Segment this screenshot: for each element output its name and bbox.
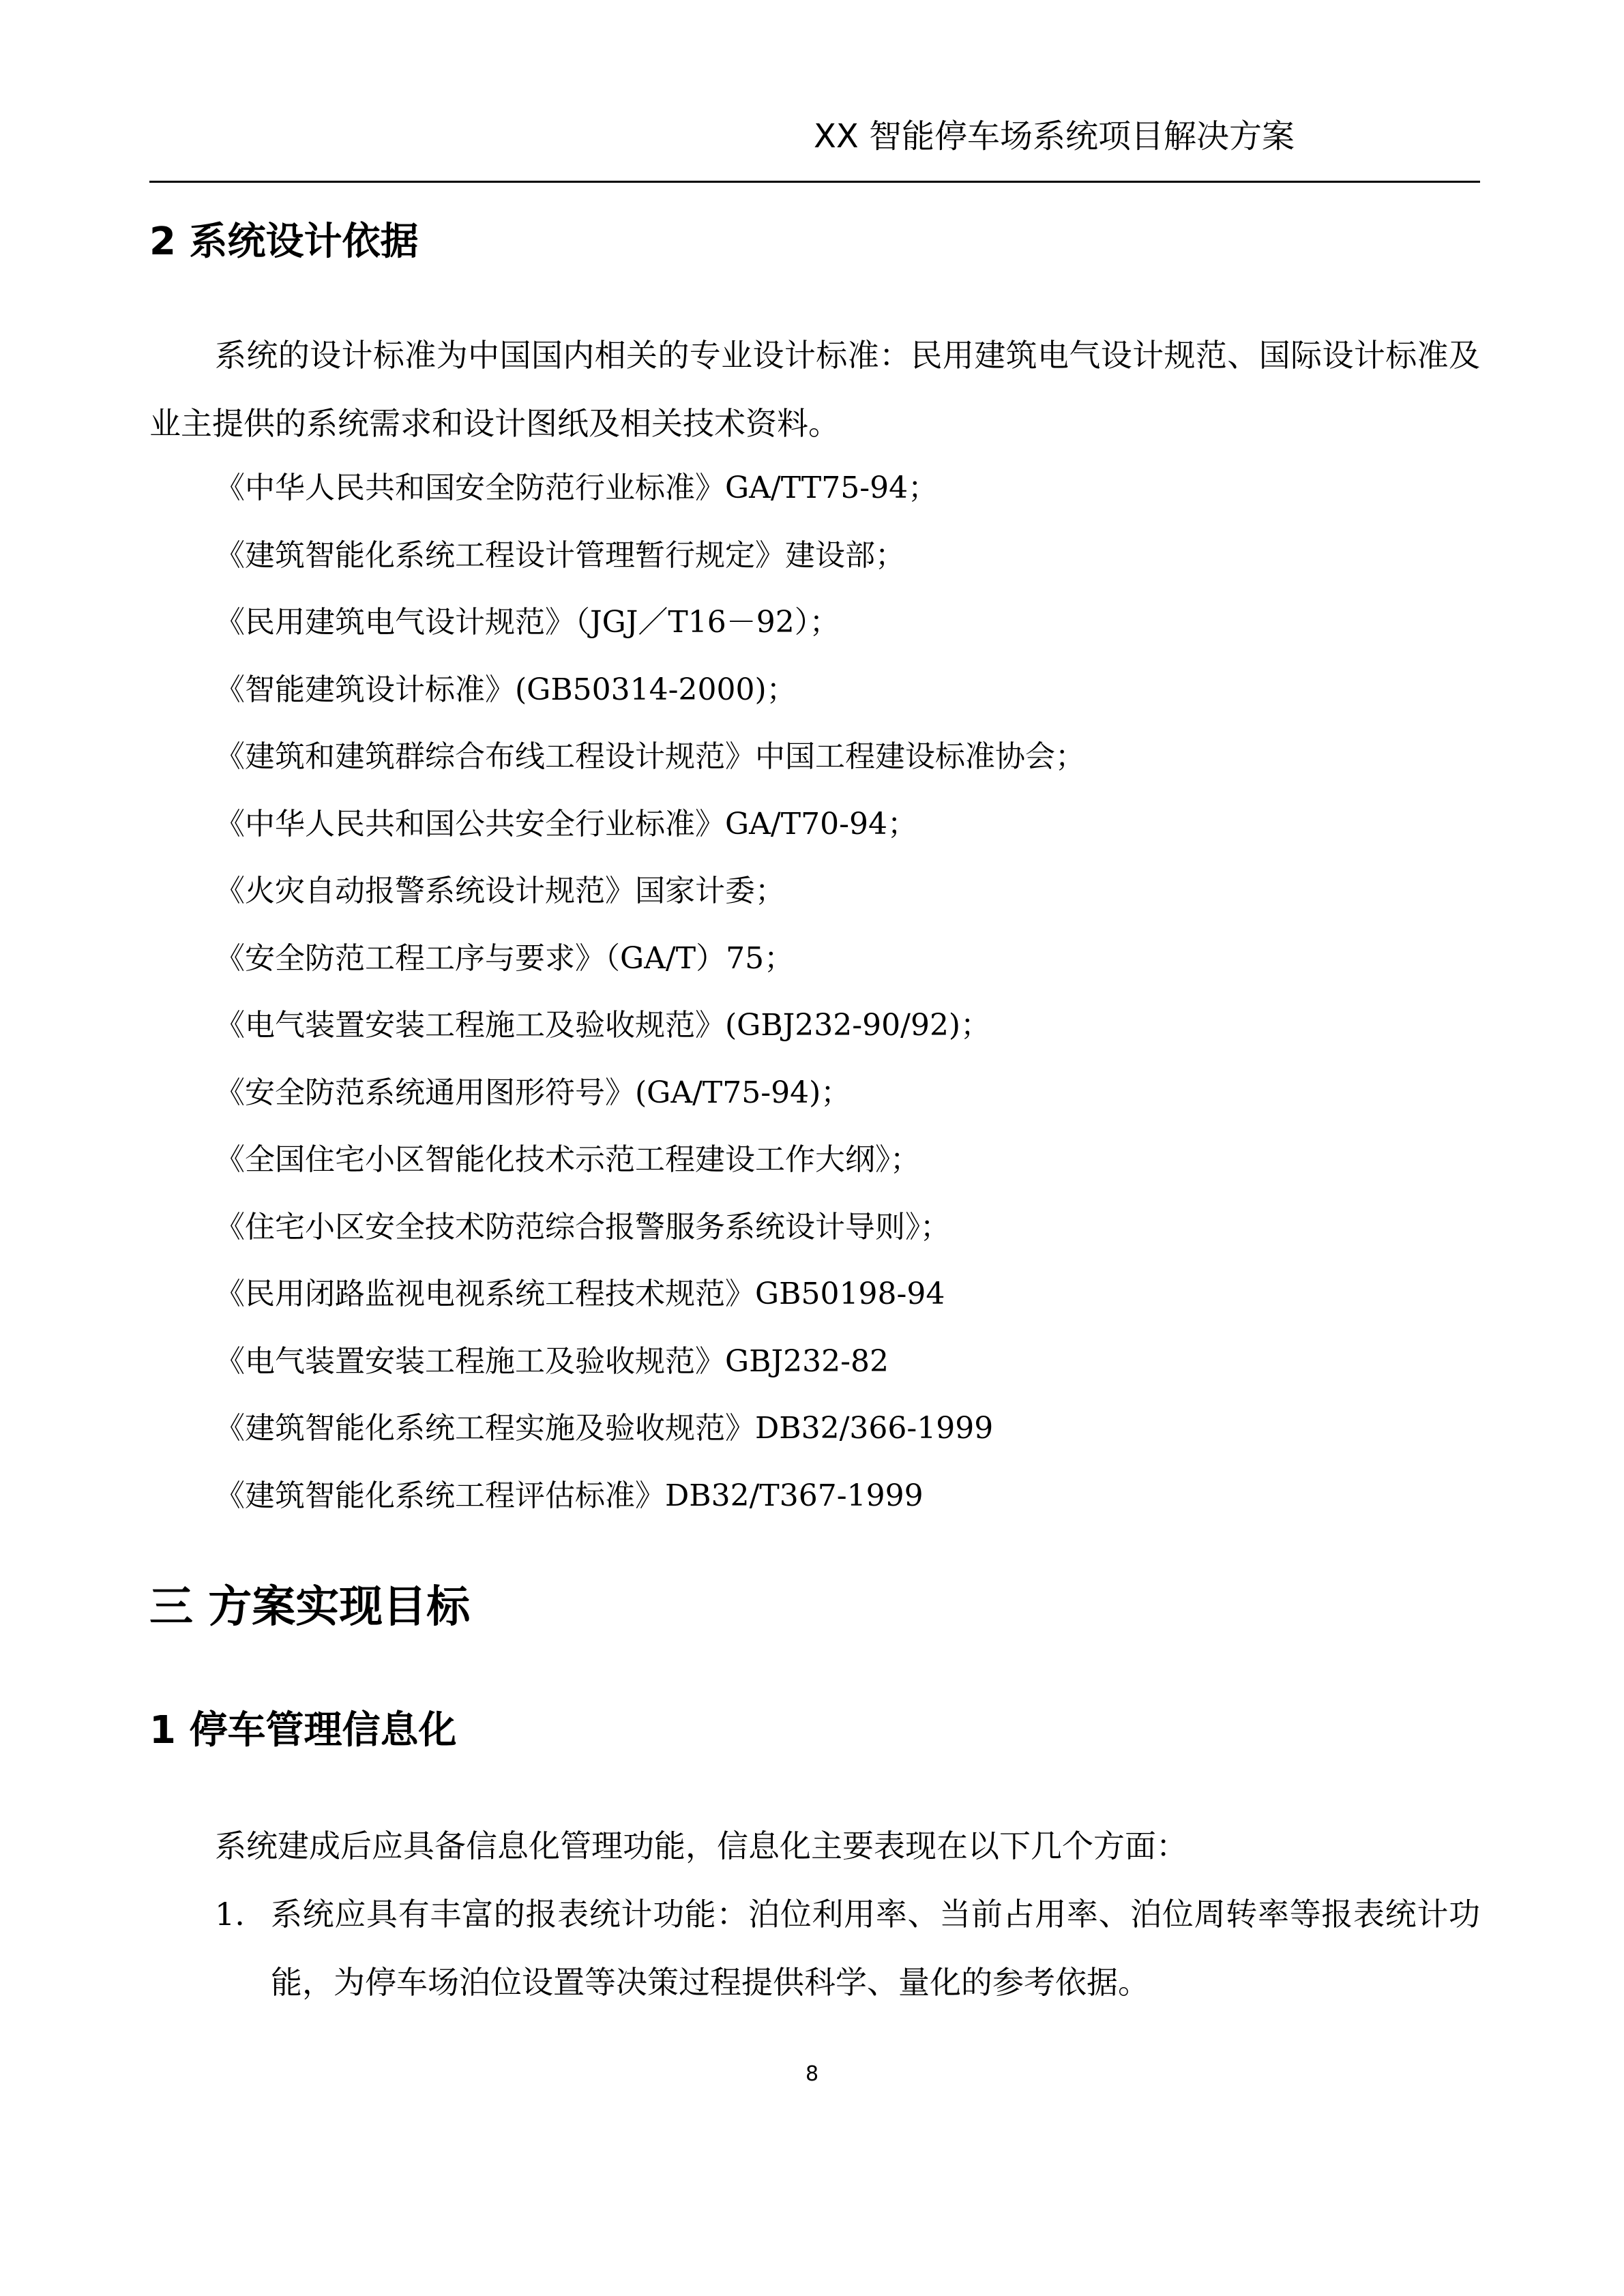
reference-item: 《电气装置安装工程施工及验收规范》GBJ232-82 (215, 1343, 889, 1379)
reference-item: 《民用闭路监视电视系统工程技术规范》GB50198-94 (215, 1277, 945, 1311)
reference-item: 《火灾自动报警系统设计规范》国家计委； (215, 874, 785, 908)
reference-item: 《中华人民共和国公共安全行业标准》GA/T70-94； (215, 806, 917, 841)
reference-item: 《安全防范工程工序与要求》（GA/T）75； (215, 940, 795, 976)
section-heading-parking-informatization: 1 停车管理信息化 (149, 1708, 457, 1753)
list-item-number: 1. (215, 1896, 245, 1933)
reference-item: 《全国住宅小区智能化技术示范工程建设工作大纲》； (215, 1142, 920, 1177)
design-basis-intro-paragraph: 系统的设计标准为中国国内相关的专业设计标准：民用建筑电气设计规范、国际设计标准及业主提供的系统需求和设计图纸及相关技术资料。 (149, 337, 1480, 442)
reference-item: 《安全防范系统通用图形符号》(GA/T75-94)； (215, 1075, 851, 1110)
list-item (215, 1880, 1480, 2016)
list-item-text: 系统应具有丰富的报表统计功能：泊位利用率、当前占用率、泊位周转率等报表统计功能，为停车场泊位设置等决策过程提供科学、量化的参考依据。 (271, 1896, 1480, 2001)
reference-item: 《电气装置安装工程施工及验收规范》(GBJ232-90/92)； (215, 1008, 991, 1043)
running-header-title: XX 智能停车场系统项目解决方案 (813, 117, 1295, 155)
reference-item: 《建筑智能化系统工程设计管理暂行规定》建设部； (215, 537, 905, 573)
informatization-items-list (215, 1880, 1480, 2016)
informatization-intro-paragraph: 系统建成后应具备信息化管理功能，信息化主要表现在以下几个方面： (215, 1828, 1187, 1864)
section-heading-design-basis: 2 系统设计依据 (149, 220, 419, 264)
reference-item: 《建筑和建筑群综合布线工程设计规范》中国工程建设标准协会； (215, 739, 1085, 774)
chapter-heading-solution-goals: 三 方案实现目标 (149, 1582, 471, 1632)
reference-item: 《智能建筑设计标准》(GB50314-2000)； (215, 672, 797, 707)
reference-item: 《建筑智能化系统工程实施及验收规范》DB32/366-1999 (215, 1411, 994, 1446)
page-number: 8 (805, 2062, 819, 2086)
reference-item: 《中华人民共和国安全防范行业标准》GA/TT75-94； (215, 471, 939, 505)
reference-standards-list (215, 455, 1085, 1530)
reference-item: 《建筑智能化系统工程评估标准》DB32/T367-1999 (215, 1478, 924, 1513)
reference-item: 《民用建筑电气设计规范》（JGJ／T16－92）； (215, 605, 840, 640)
reference-item: 《住宅小区安全技术防范综合报警服务系统设计导则》； (215, 1209, 950, 1244)
header-divider (149, 181, 1480, 183)
